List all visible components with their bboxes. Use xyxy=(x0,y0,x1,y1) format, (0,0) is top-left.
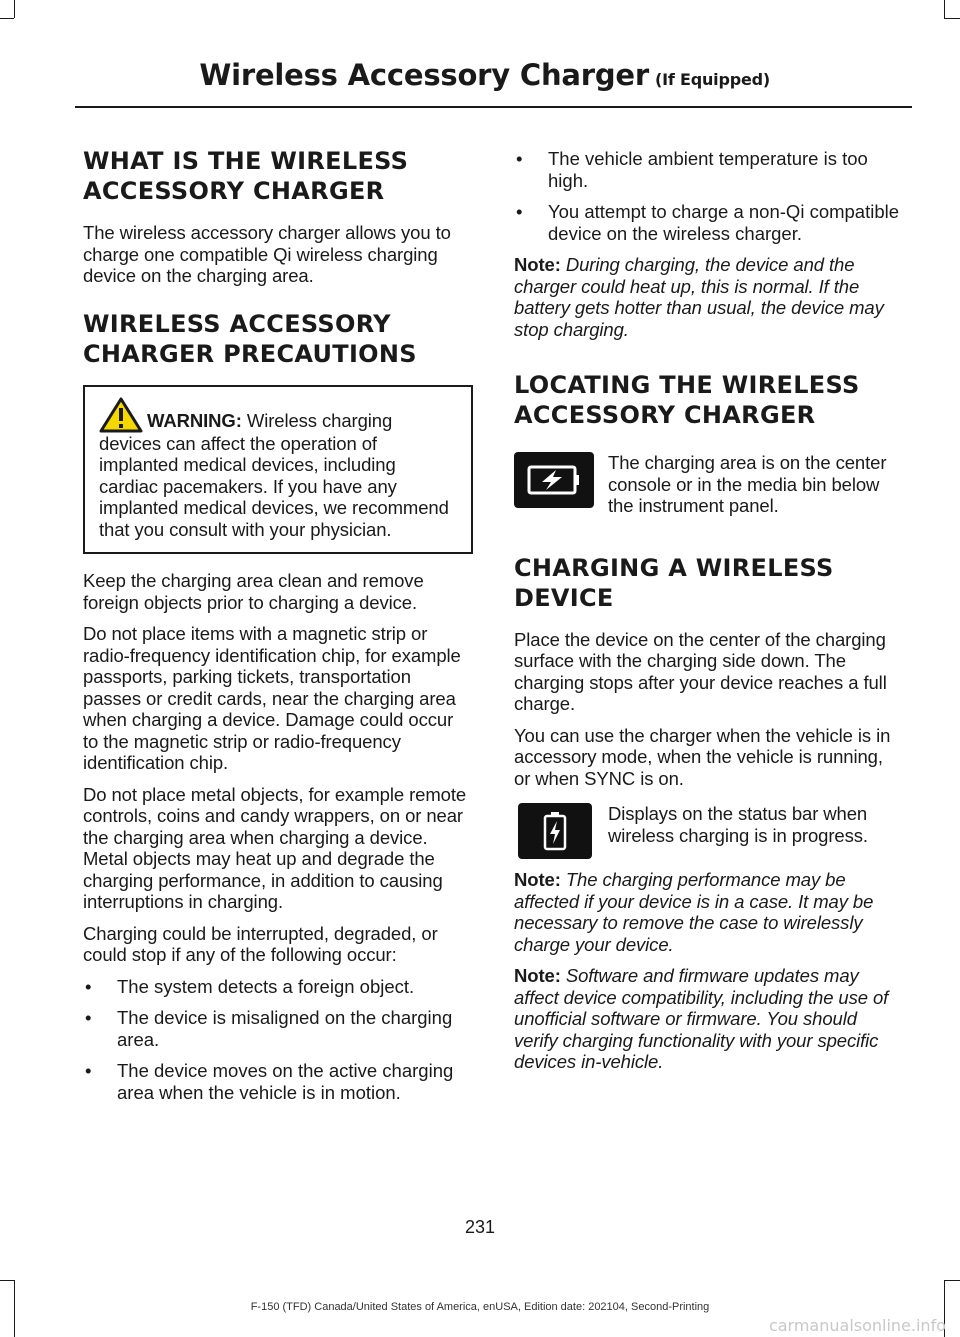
section-heading-charging: CHARGING A WIRELESS DEVICE xyxy=(514,553,834,612)
note-text: The charging performance may be affected if your device is in a case. It may be necessary to remove the case to wirelessly charge your device. xyxy=(514,869,874,955)
note-case xyxy=(514,869,904,955)
interruption-list-continued xyxy=(514,148,904,244)
warning-box xyxy=(83,385,473,555)
paragraph-interrupted: Charging could be interrupted, degraded, or could stop if any of the following occur: xyxy=(83,922,438,965)
note-text: During charging, the device and the charger could heat up, this is normal. If the battery gets hotter than usual, the device may stop charging. xyxy=(514,254,884,340)
crop-mark xyxy=(944,0,945,18)
list-item xyxy=(514,148,904,191)
list-item xyxy=(83,976,473,998)
section-heading-precautions: WIRELESS ACCESSORY CHARGER PRECAUTIONS xyxy=(83,309,417,368)
paragraph-keep-clean: Keep the charging area clean and remove foreign objects prior to charging a device. xyxy=(83,570,424,613)
page-number: 231 xyxy=(464,1217,496,1237)
header-qualifier: (If Equipped) xyxy=(655,70,770,89)
warning-text: Wireless charging devices can affect the operation of implanted medical devices, including cardiac pacemakers. If you have any implanted medical devices, we recommend that you consult with your physician. xyxy=(99,409,449,540)
warning-label: WARNING: xyxy=(147,409,242,431)
list-item xyxy=(83,1007,473,1050)
header-rule xyxy=(75,106,912,108)
wireless-charger-icon xyxy=(514,452,594,508)
watermark: carmanualsonline.info xyxy=(768,1316,946,1335)
warning-triangle-icon xyxy=(99,397,143,433)
locating-text: The charging area is on the center console or in the media bin below the instrument panel. xyxy=(608,452,887,516)
interruption-list xyxy=(83,976,473,1104)
page-header-title xyxy=(199,58,770,92)
crop-mark xyxy=(944,18,960,19)
paragraph-place-device: Place the device on the center of the charging surface with the charging side down. The charging stops after your device reaches a full charge. xyxy=(514,628,887,714)
header-title-text: Wireless Accessory Charger xyxy=(199,58,650,92)
list-item-text: The system detects a foreign object. xyxy=(117,975,415,997)
list-item-text: You attempt to charge a non-Qi compatible device on the wireless charger. xyxy=(548,201,900,244)
list-item-text: The vehicle ambient temperature is too high. xyxy=(548,148,868,191)
crop-mark xyxy=(0,1280,14,1281)
crop-mark xyxy=(944,1280,960,1281)
note-text: Software and firmware updates may affect device compatibility, including the use of unofficial software or firmware. You should verify charging functionality with your specific devices in-vehicle. xyxy=(514,965,889,1072)
paragraph-metal-objects: Do not place metal objects, for example remote controls, coins and candy wrappers, on or near the charging area when charging a device. Metal objects may heat up and degrade the charging performance, in addition to causing interruptions in charging. xyxy=(83,783,467,912)
note-software xyxy=(514,965,904,1073)
battery-charging-icon xyxy=(518,803,592,859)
wireless-charger-glyph xyxy=(526,462,582,498)
left-column xyxy=(83,146,473,1113)
bullet-mark: • xyxy=(85,1060,92,1081)
note-heating xyxy=(514,254,904,340)
status-row xyxy=(514,803,904,859)
section-heading-what-is: WHAT IS THE WIRELESS ACCESSORY CHARGER xyxy=(83,147,409,205)
crop-mark xyxy=(14,0,15,18)
list-item xyxy=(83,1060,473,1103)
section-heading-locating: LOCATING THE WIRELESS ACCESSORY CHARGER xyxy=(514,371,860,429)
locating-row xyxy=(514,452,904,517)
right-column xyxy=(514,148,904,1083)
bullet-mark: • xyxy=(85,1007,92,1028)
intro-paragraph: The wireless accessory charger allows you to charge one compatible Qi wireless charging device on the charging area. xyxy=(83,222,451,286)
battery-glyph xyxy=(543,811,567,851)
footer-edition: F-150 (TFD) Canada/United States of America, enUSA, Edition date: 202104, Second-Printing xyxy=(250,1301,710,1313)
bullet-mark: • xyxy=(85,975,92,997)
list-item-text: The device is misaligned on the charging area. xyxy=(117,1007,453,1050)
paragraph-accessory-mode: You can use the charger when the vehicle is in accessory mode, when the vehicle is running, or when SYNC is on. xyxy=(514,724,891,789)
note-label: Note: xyxy=(514,254,561,275)
bullet-mark: • xyxy=(516,201,523,222)
list-item xyxy=(514,201,904,244)
bullet-mark: • xyxy=(516,148,523,169)
list-item-text: The device moves on the active charging area when the vehicle is in motion. xyxy=(117,1060,454,1103)
note-label: Note: xyxy=(514,965,561,986)
paragraph-magnetic-strip: Do not place items with a magnetic strip or radio-frequency identification chip, for example passports, parking tickets, transportation passes or credit cards, near the charging area when charging a device. Damage could occur to the magnetic strip or radio-frequency identification chip. xyxy=(83,623,461,773)
status-text: Displays on the status bar when wireless charging is in progress. xyxy=(608,803,868,846)
crop-mark xyxy=(0,18,14,19)
note-label: Note: xyxy=(514,869,561,890)
warning-paragraph xyxy=(99,397,457,541)
